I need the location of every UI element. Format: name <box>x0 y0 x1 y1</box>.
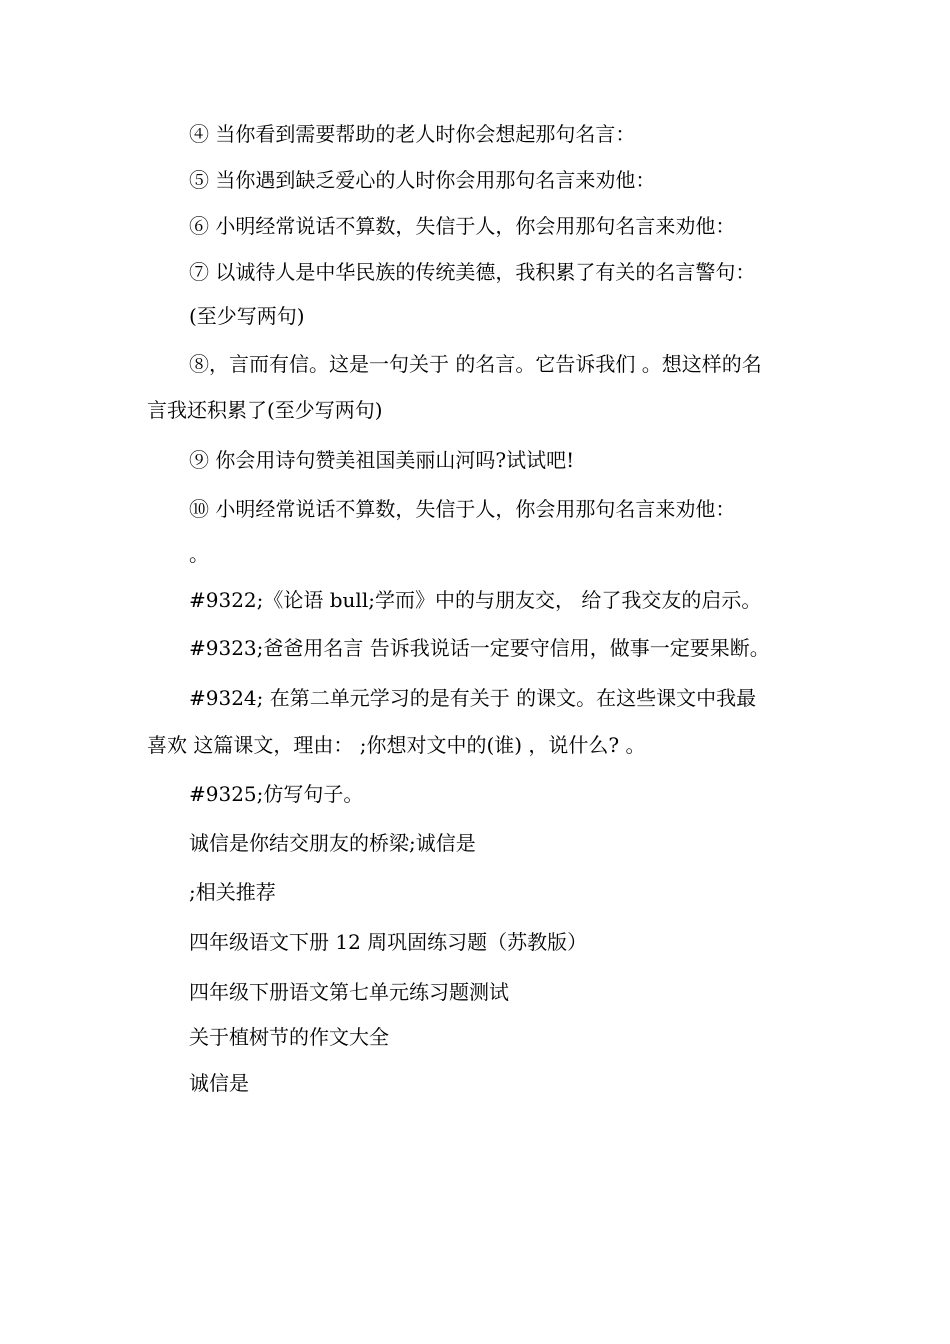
question-5: ⑤ 当你遇到缺乏爱心的人时你会用那句名言来劝他： <box>189 168 656 192</box>
item-9323: #9323;爸爸用名言 告诉我说话一定要守信用，做事一定要果断。 <box>189 636 770 660</box>
imitation-sentence: 诚信是你结交朋友的桥梁;诚信是 <box>189 831 476 855</box>
question-10: ⑩ 小明经常说话不算数，失信于人，你会用那句名言来劝他： <box>189 497 736 521</box>
related-link-1[interactable]: 四年级语文下册 12 周巩固练习题（苏教版） <box>189 930 588 954</box>
question-4: ④ 当你看到需要帮助的老人时你会想起那句名言： <box>189 122 636 146</box>
related-link-2[interactable]: 四年级下册语文第七单元练习题测试 <box>189 980 509 1004</box>
item-9322: #9322;《论语 bull;学而》中的与朋友交， 给了我交友的启示。 <box>189 588 762 612</box>
related-link-4[interactable]: 诚信是 <box>189 1071 249 1095</box>
question-7: ⑦ 以诚待人是中华民族的传统美德，我积累了有关的名言警句： <box>189 260 756 284</box>
item-9324-line-1: #9324; 在第二单元学习的是有关于 的课文。在这些课文中我最 <box>189 686 757 710</box>
related-link-3[interactable]: 关于植树节的作文大全 <box>189 1025 389 1049</box>
question-8-line-1: ⑧，言而有信。这是一句关于 的名言。它告诉我们 。想这样的名 <box>189 352 762 376</box>
item-9324-line-2: 喜欢 这篇课文，理由： ;你想对文中的(谁) ，说什么? 。 <box>147 733 646 757</box>
question-6: ⑥ 小明经常说话不算数，失信于人，你会用那句名言来劝他： <box>189 214 736 238</box>
question-8-line-2: 言我还积累了(至少写两句) <box>147 398 383 422</box>
item-9325: #9325;仿写句子。 <box>189 782 364 806</box>
related-recommendations-heading: ;相关推荐 <box>189 880 276 904</box>
question-9: ⑨ 你会用诗句赞美祖国美丽山河吗?试试吧! <box>189 448 575 472</box>
question-7-note: (至少写两句) <box>189 304 305 328</box>
question-10-end: 。 <box>189 542 209 566</box>
